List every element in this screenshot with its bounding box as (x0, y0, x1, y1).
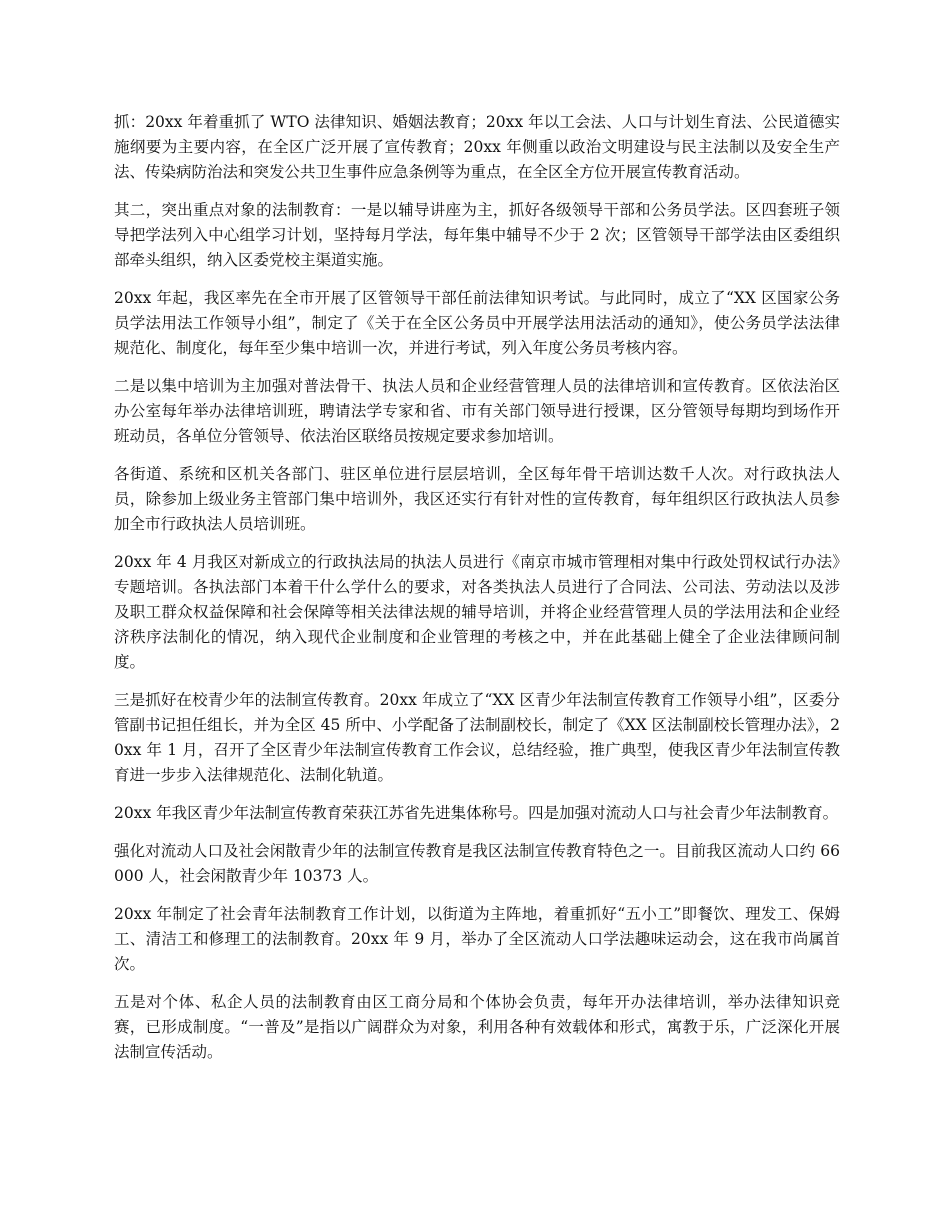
paragraph: 20xx 年我区青少年法制宣传教育荣获江苏省先进集体称号。四是加强对流动人口与社会青少年法制教育。 (114, 804, 839, 822)
paragraph: 20xx 年 4 月我区对新成立的行政执法局的执法人员进行《南京市城市管理相对集中行政处罚权试行办法》专题培训。各执法部门本着干什么学什么的要求，对各类执法人员进行了合同法、公司法、劳动法以及涉及职工群众权益保障和社会保障等相关法律法规的辅导培训，并将企业经营管理人员的学法用法和企业经济秩序法制化的情况，纳入现代企业制度和企业管理的考核之中，并在此基础上健全了企业法律顾问制度。 (114, 553, 840, 671)
paragraph: 强化对流动人口及社会闲散青少年的法制宣传教育是我区法制宣传教育特色之一。目前我区流动人口约 66000 人，社会闲散青少年 10373 人。 (114, 842, 840, 885)
paragraph: 五是对个体、私企人员的法制教育由区工商分局和个体协会负责，每年开办法律培训，举办法律知识竞赛，已形成制度。“一普及”是指以广阔群众为对象，利用各种有效载体和形式，寓教于乐，广泛深化开展法制宣传活动。 (114, 993, 840, 1061)
paragraph: 20xx 年起，我区率先在全市开展了区管领导干部任前法律知识考试。与此同时，成立了“XX 区国家公务员学法用法工作领导小组”，制定了《关于在全区公务员中开展学法用法活动的通知》，使公务员学法法律规范化、制度化，每年至少集中培训一次，并进行考试，列入年度公务员考核内容。 (114, 289, 840, 357)
paragraph: 各街道、系统和区机关各部门、驻区单位进行层层培训，全区每年骨干培训达数千人次。对行政执法人员，除参加上级业务主管部门集中培训外，我区还实行有针对性的宣传教育，每年组织区行政执法人员参加全市行政执法人员培训班。 (114, 465, 840, 533)
paragraph: 20xx 年制定了社会青年法制教育工作计划，以街道为主阵地，着重抓好“五小工”即餐饮、理发工、保姆工、清洁工和修理工的法制教育。20xx 年 9 月，举办了全区流动人口学法趣味运动会，这在我市尚属首次。 (114, 905, 840, 973)
paragraph: 抓：20xx 年着重抓了 WTO 法律知识、婚姻法教育；20xx 年以工会法、人口与计划生育法、公民道德实施纲要为主要内容，在全区广泛开展了宣传教育；20xx 年侧重以政治文明建设与民主法制以及安全生产法、传染病防治法和突发公共卫生事件应急条例等为重点，在全区全方位开展宣传教育活动。 (114, 113, 840, 181)
paragraph: 三是抓好在校青少年的法制宣传教育。20xx 年成立了“XX 区青少年法制宣传教育工作领导小组”，区委分管副书记担任组长，并为全区 45 所中、小学配备了法制副校长，制定了《XX 区法制副校长管理办法》，20xx 年 1 月，召开了全区青少年法制宣传教育工作会议，总结经验，推广典型，使我区青少年法制宣传教育进一步步入法律规范化、法制化轨道。 (114, 691, 840, 784)
document-body (114, 110, 840, 1078)
paragraph: 其二，突出重点对象的法制教育：一是以辅导讲座为主，抓好各级领导干部和公务员学法。区四套班子领导把学法列入中心组学习计划，坚持每月学法，每年集中辅导不少于 2 次；区管领导干部学法由区委组织部牵头组织，纳入区委党校主渠道实施。 (114, 201, 840, 269)
paragraph: 二是以集中培训为主加强对普法骨干、执法人员和企业经营管理人员的法律培训和宣传教育。区依法治区办公室每年举办法律培训班，聘请法学专家和省、市有关部门领导进行授课，区分管领导每期均到场作开班动员，各单位分管领导、依法治区联络员按规定要求参加培训。 (114, 377, 840, 445)
